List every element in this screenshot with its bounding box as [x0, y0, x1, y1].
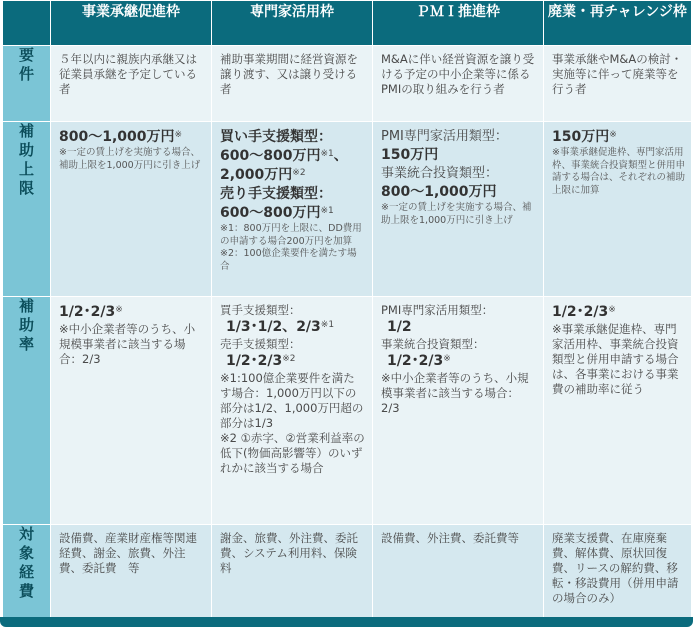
expenses-cell: 謝金、旅費、外注費、委託費、システム利用料、保険料 [212, 525, 373, 619]
seller-amount: 600～800万円 [220, 205, 321, 221]
pmi-rate: 1/2 [387, 319, 412, 335]
rate-note: ※2 ①赤字、②営業利益率の低下(物価高影響等）のいずれかに該当する場合 [220, 431, 365, 475]
limit-note: ※事業承継促進枠、専門家活用枠、事業統合投資類型と併用申請する場合は、それぞれの補助上限に加算 [552, 147, 686, 196]
pmi-amount: 150万円 [381, 147, 439, 163]
rate-cell-expert: 買手支援類型： 1/3･1/2、2/3$^{※1}$ 売手支援類型： 1/2･2/3$^{※2}$ ※1:100億企業要件を満たす場合：1,000万円以下の部分は1/2、1,000万円超の部分は1/3 ※2 ①赤字、②営業利益率の低下(物価高影響等）のいずれかに該当する場合 [212, 297, 373, 525]
rate-note: ※中小企業者等のうち、小規模事業者に該当する場合：2/3 [59, 322, 196, 366]
expenses-cell: 廃業支援費、在庫廃棄費、解体費、原状回復費、リースの解約費、移転・移設費用（併用申請の場合のみ） [544, 525, 692, 619]
limit-amount: 800～1,000万円 [59, 129, 175, 145]
limit-note: ※一定の賃上げを実施する場合、補助上限を1,000万円に引き上げ [59, 147, 201, 171]
rate-cell-succession: 1/2･2/3※ ※中小企業者等のうち、小規模事業者に該当する場合：2/3 [51, 297, 212, 525]
subsidy-table [2, 0, 692, 619]
rate-value: 1/2･2/3 [552, 304, 609, 320]
row-label-limit: 補 助 上 限 [3, 122, 51, 297]
buyer-amount-100oku: 2,000万円 [220, 167, 293, 183]
rate-note: ※1:100億企業要件を満たす場合：1,000万円以下の部分は1/2、1,000万円超の部分は1/3 [220, 371, 364, 430]
requirement-cell: 補助事業期間に経営資源を譲り渡す、又は譲り受ける者 [212, 46, 373, 122]
row-label-requirement: 要 件 [3, 46, 51, 122]
seller-type-label: 売り手支援類型： [220, 186, 332, 202]
corner-cell [3, 1, 51, 46]
invest-rate: 1/2･2/3 [387, 353, 444, 369]
seller-rate: 1/2･2/3 [226, 353, 283, 369]
limit-cell-expert: 買い手支援類型： 600～800万円$^{※1}$、 2,000万円$^{※2}$ 売り手支援類型： 600～800万円$^{※1}$ ※1：800万円を上限に、DD費用の申請する場合200万円を加算 ※2：100億企業要件を満たす場合 [212, 122, 373, 297]
buyer-amount: 600～800万円 [220, 148, 321, 164]
invest-amount: 800～1,000万円 [381, 184, 497, 200]
footer-bar [0, 617, 693, 627]
rate-note: ※事業承継促進枠、専門家活用枠、事業統合投資類型と併用申請する場合は、各事業における事業費の補助率に従う [552, 322, 679, 396]
limit-cell-pmi: PMI専門家活用類型： 150万円 事業統合投資類型： 800～1,000万円 ※一定の賃上げを実施する場合、補助上限を1,000万円に引き上げ [373, 122, 544, 297]
row-label-rate: 補 助 率 [3, 297, 51, 525]
limit-row [3, 122, 692, 297]
requirement-cell: 事業承継やM&Aの検討・実施等に伴って廃業等を行う者 [544, 46, 692, 122]
rate-value: 1/2･2/3 [59, 304, 116, 320]
row-label-expenses: 対 象 経 費 [3, 525, 51, 619]
limit-note: ※2：100億企業要件を満たす場合 [220, 248, 357, 272]
limit-note: ※1：800万円を上限に、DD費用の申請する場合200万円を加算 [220, 223, 362, 247]
requirement-cell: ５年以内に親族内承継又は従業員承継を予定している者 [51, 46, 212, 122]
expenses-row [3, 525, 692, 619]
expenses-cell: 設備費、産業財産権等関連経費、謝金、旅費、外注費、委託費 等 [51, 525, 212, 619]
limit-cell-succession: 800～1,000万円※ ※一定の賃上げを実施する場合、補助上限を1,000万円に引き上げ [51, 122, 212, 297]
rate-cell-closure: 1/2･2/3※ ※事業承継促進枠、専門家活用枠、事業統合投資類型と併用申請する場合は、各事業における事業費の補助率に従う [544, 297, 692, 525]
requirement-row [3, 46, 692, 122]
header-row [3, 1, 692, 46]
header-pmi-promotion: ＰＭＩ推進枠 [373, 1, 544, 46]
buyer-rate: 1/3･1/2、2/3 [226, 319, 321, 335]
requirement-cell: M&Aに伴い経営資源を譲り受ける予定の中小企業等に係るPMIの取り組みを行う者 [373, 46, 544, 122]
limit-cell-closure: 150万円※ ※事業承継促進枠、専門家活用枠、事業統合投資類型と併用申請する場合は、それぞれの補助上限に加算 [544, 122, 692, 297]
expenses-cell: 設備費、外注費、委託費等 [373, 525, 544, 619]
buyer-type-label: 買い手支援類型： [220, 129, 332, 145]
limit-amount: 150万円 [552, 129, 610, 145]
limit-note: ※一定の賃上げを実施する場合、補助上限を1,000万円に引き上げ [381, 202, 532, 226]
header-business-succession: 事業承継促進枠 [51, 1, 212, 46]
header-expert-utilization: 専門家活用枠 [212, 1, 373, 46]
rate-note: ※中小企業者等のうち、小規模事業者に該当する場合：2/3 [381, 371, 529, 415]
header-closure-rechallenge: 廃業・再チャレンジ枠 [544, 1, 692, 46]
rate-row [3, 297, 692, 525]
rate-cell-pmi: PMI専門家活用類型： 1/2 事業統合投資類型： 1/2･2/3※ ※中小企業者等のうち、小規模事業者に該当する場合：2/3 [373, 297, 544, 525]
